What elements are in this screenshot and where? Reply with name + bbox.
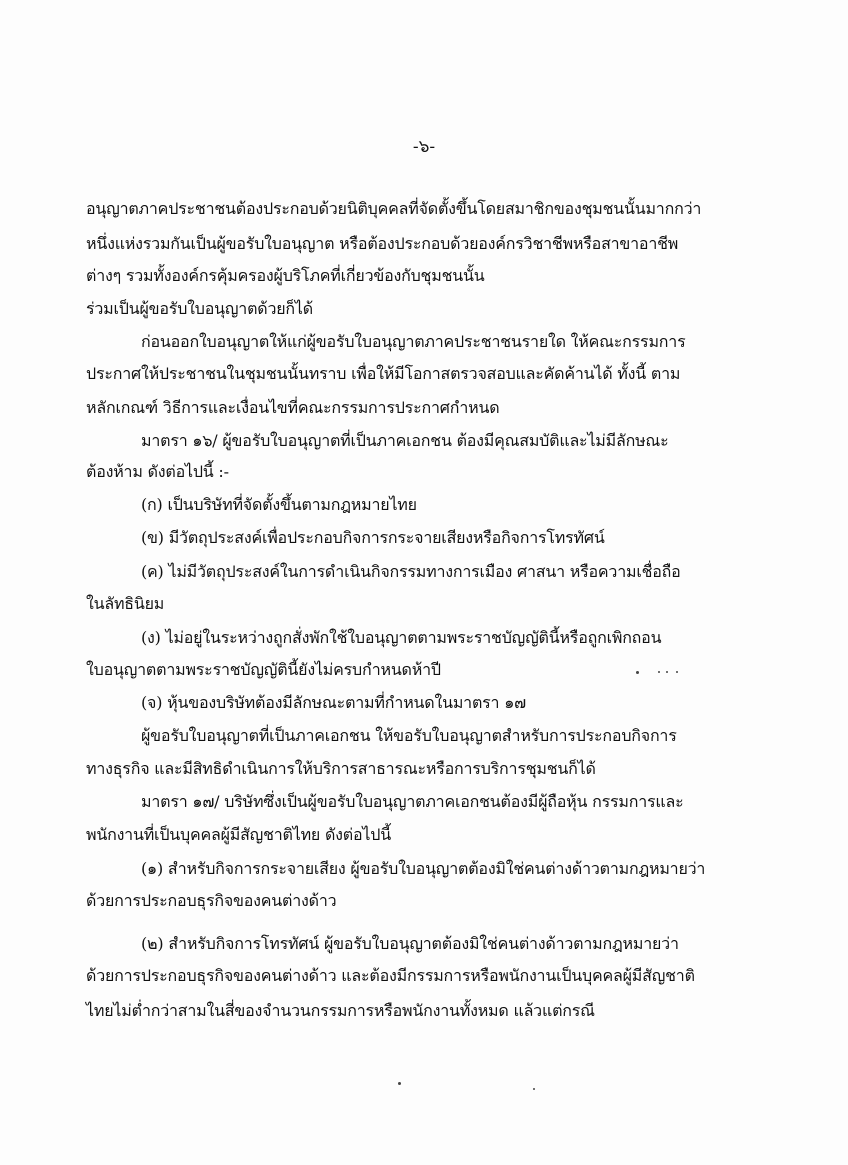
text-line: ในลัทธินิยม xyxy=(86,594,165,613)
text-line: หนึ่งแห่งรวมกันเป็นผู้ขอรับใบอนุญาต หรือต้องประกอบด้วยองค์กรวิชาชีพหรือสาขาอาชีพ xyxy=(86,234,679,253)
text-line: ด้วยการประกอบธุรกิจของคนต่างด้าว xyxy=(86,891,337,910)
text-line: อนุญาตภาคประชาชนต้องประกอบด้วยนิติบุคคลที่จัดตั้งขึ้นโดยสมาชิกของชุมชนนั้นมากกว่า xyxy=(86,199,702,218)
text-line: (ค) ไม่มีวัตถุประสงค์ในการดำเนินกิจกรรมทางการเมือง ศาสนา หรือความเชื่อถือ xyxy=(141,562,681,581)
text-line: ด้วยการประกอบธุรกิจของคนต่างด้าว และต้องมีกรรมการหรือพนักงานเป็นบุคคลผู้มีสัญชาติ xyxy=(86,966,695,985)
scan-speck xyxy=(658,671,660,673)
text-line: ก่อนออกใบอนุญาตให้แก่ผู้ขอรับใบอนุญาตภาคประชาชนรายใด ให้คณะกรรมการ xyxy=(141,332,686,351)
text-line: ใบอนุญาตตามพระราชบัญญัตินี้ยังไม่ครบกำหนดห้าปี xyxy=(86,660,441,679)
text-line: ต้องห้าม ดังต่อไปนี้ :- xyxy=(86,462,229,481)
text-line: (จ) หุ้นของบริษัทต้องมีลักษณะตามที่กำหนดในมาตรา ๑๗ xyxy=(141,693,527,712)
text-line: (ง) ไม่อยู่ในระหว่างถูกสั่งพักใช้ใบอนุญาตตามพระราชบัญญัตินี้หรือถูกเพิกถอน xyxy=(141,628,662,647)
scan-speck xyxy=(636,671,639,674)
text-line: ต่างๆ รวมทั้งองค์กรคุ้มครองผู้บริโภคที่เกี่ยวข้องกับชุมชนนั้น xyxy=(86,266,485,285)
scan-speck xyxy=(533,1088,535,1090)
scan-speck xyxy=(676,671,678,673)
scan-speck xyxy=(398,1082,401,1085)
text-line: มาตรา ๑๖/ ผู้ขอรับใบอนุญาตที่เป็นภาคเอกชน ต้องมีคุณสมบัติและไม่มีลักษณะ xyxy=(141,431,669,450)
text-line: พนักงานที่เป็นบุคคลผู้มีสัญชาติไทย ดังต่อไปนี้ xyxy=(86,825,391,844)
text-line: ทางธุรกิจ และมีสิทธิดำเนินการให้บริการสาธารณะหรือการบริการชุมชนก็ได้ xyxy=(86,759,596,778)
text-line: (ก) เป็นบริษัทที่จัดตั้งขึ้นตามกฎหมายไทย xyxy=(141,495,417,514)
text-line: มาตรา ๑๗/ บริษัทซึ่งเป็นผู้ขอรับใบอนุญาตภาคเอกชนต้องมีผู้ถือหุ้น กรรมการและ xyxy=(141,792,684,811)
text-line: ร่วมเป็นผู้ขอรับใบอนุญาตด้วยก็ได้ xyxy=(86,299,313,318)
scan-speck xyxy=(666,671,668,673)
text-line: (๑) สำหรับกิจการกระจายเสียง ผู้ขอรับใบอนุญาตต้องมิใช่คนต่างด้าวตามกฎหมายว่า xyxy=(141,859,706,878)
page-number: -๖- xyxy=(412,137,436,157)
text-line: หลักเกณฑ์ วิธีการและเงื่อนไขที่คณะกรรมการประกาศกำหนด xyxy=(86,398,500,417)
text-line: (ข) มีวัตถุประสงค์เพื่อประกอบกิจการกระจายเสียงหรือกิจการโทรทัศน์ xyxy=(141,528,605,547)
text-line: ผู้ขอรับใบอนุญาตที่เป็นภาคเอกชน ให้ขอรับใบอนุญาตสำหรับการประกอบกิจการ xyxy=(141,726,677,745)
text-line: (๒) สำหรับกิจการโทรทัศน์ ผู้ขอรับใบอนุญาตต้องมิใช่คนต่างด้าวตามกฎหมายว่า xyxy=(141,934,679,953)
text-line: ไทยไม่ต่ำกว่าสามในสี่ของจำนวนกรรมการหรือพนักงานทั้งหมด แล้วแต่กรณี xyxy=(86,1001,595,1020)
text-line: ประกาศให้ประชาชนในชุมชนนั้นทราบ เพื่อให้มีโอกาสตรวจสอบและคัดค้านได้ ทั้งนี้ ตาม xyxy=(86,364,681,383)
